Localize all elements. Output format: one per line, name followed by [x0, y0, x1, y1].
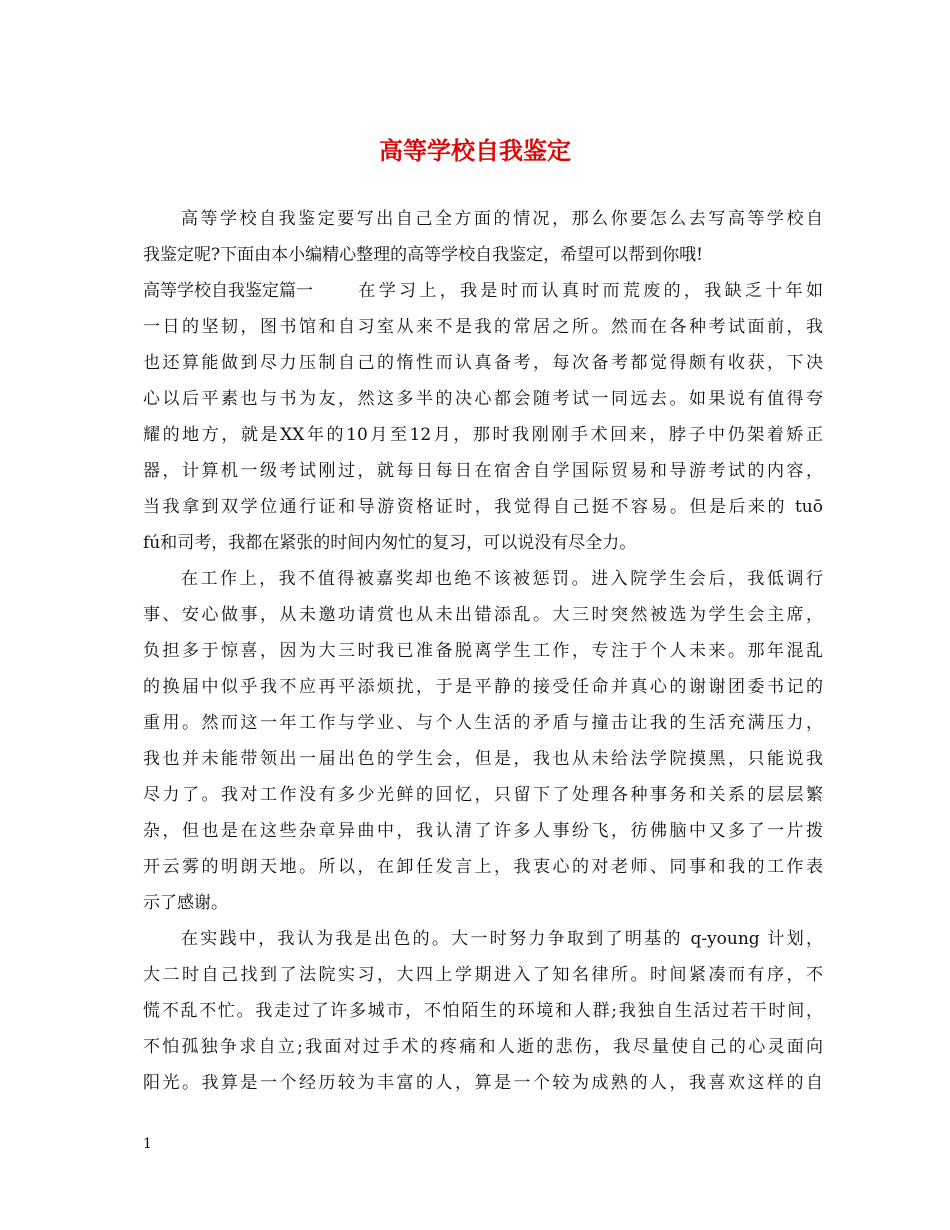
text-line: 心以后平素也与书为友，然这多半的决心都会随考试一同远去。如果说有值得夸 — [143, 389, 823, 409]
text-line: 示了感谢。 — [143, 893, 228, 913]
text-line — [143, 280, 823, 302]
text-line: 负担多于惊喜，因为大三时我已准备脱离学生工作，专注于个人未来。那年混乱 — [143, 641, 823, 661]
text-line: fú和司考，我都在紧张的时间内匆忙的复习，可以说没有尽全力。 — [143, 533, 637, 553]
text-line: 阳光。我算是一个经历较为丰富的人，算是一个较为成熟的人，我喜欢这样的自 — [143, 1073, 823, 1093]
text-line: 在实践中，我认为我是出色的。大一时努力争取到了明基的 q-young 计划， — [181, 929, 823, 949]
text-line: 我鉴定呢?下面由本小编精心整理的高等学校自我鉴定，希望可以帮到你哦! — [143, 245, 703, 265]
text-line: 的换届中似乎我不应再平添烦扰，于是平静的接受任命并真心的谢谢团委书记的 — [143, 677, 823, 697]
text-line: 杂，但也是在这些杂章异曲中，我认清了许多人事纷飞，彷佛脑中又多了一片拨 — [143, 821, 823, 841]
text-line: 尽力了。我对工作没有多少光鲜的回忆，只留下了处理各种事务和关系的层层繁 — [143, 785, 823, 805]
page-title: 高等学校自我鉴定 — [379, 136, 571, 165]
text-line: 耀的地方，就是XX年的10月至12月，那时我刚刚手术回来，脖子中仍架着矫正 — [143, 425, 823, 445]
text-line: 重用。然而这一年工作与学业、与个人生活的矛盾与撞击让我的生活充满压力， — [143, 713, 823, 733]
text-line: 也还算能做到尽力压制自己的惰性而认真备考，每次备考都觉得颇有收获，下决 — [143, 353, 823, 373]
text-line: 在工作上，我不值得被嘉奖却也绝不该被惩罚。进入院学生会后，我低调行 — [181, 569, 823, 589]
text-line: 一日的坚韧，图书馆和自习室从来不是我的常居之所。然而在各种考试面前，我 — [143, 317, 823, 337]
text-line: 事、安心做事，从未邀功请赏也从未出错添乱。大三时突然被选为学生会主席， — [143, 605, 823, 625]
text-line: 高等学校自我鉴定要写出自己全方面的情况，那么你要怎么去写高等学校自 — [181, 209, 823, 229]
text-line: 不怕孤独争求自立;我面对过手术的疼痛和人逝的悲伤，我尽量使自己的心灵面向 — [143, 1037, 823, 1057]
text-segment: 在学习上，我是时而认真时而荒废的，我缺乏十年如 — [355, 281, 823, 301]
text-line: 开云雾的明朗天地。所以，在卸任发言上，我衷心的对老师、同事和我的工作表 — [143, 857, 823, 877]
section-heading: 高等学校自我鉴定篇一 — [143, 281, 313, 301]
text-line: 器，计算机一级考试刚过，就每日每日在宿舍自学国际贸易和导游考试的内容， — [143, 461, 823, 481]
text-line: 大二时自己找到了法院实习，大四上学期进入了知名律所。时间紧凑而有序，不 — [143, 965, 823, 985]
text-line: 慌不乱不忙。我走过了许多城市，不怕陌生的环境和人群;我独自生活过若干时间， — [143, 1001, 823, 1021]
text-line: 我也并未能带领出一届出色的学生会，但是，我也从未给法学院摸黑，只能说我 — [143, 749, 823, 769]
page-number: 1 — [143, 1136, 152, 1152]
text-line: 当我拿到双学位通行证和导游资格证时，我觉得自己挺不容易。但是后来的 tuō — [143, 497, 823, 517]
